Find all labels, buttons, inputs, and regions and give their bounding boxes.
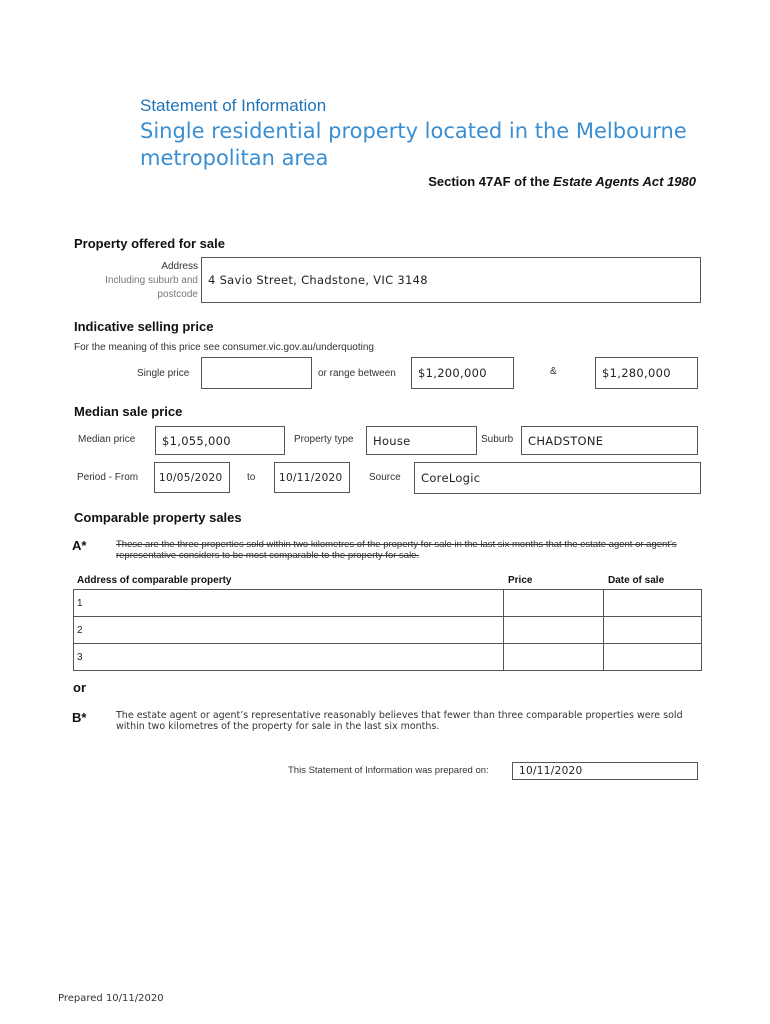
range-high-field[interactable]: $1,280,000 bbox=[595, 357, 698, 389]
comparable-address-cell[interactable]: 2 bbox=[74, 617, 504, 644]
period-from-label: Period - From bbox=[77, 472, 139, 483]
comparable-date-cell[interactable] bbox=[604, 644, 702, 671]
footer-prepared: Prepared 10/11/2020 bbox=[58, 993, 164, 1004]
comparable-address-cell[interactable]: 3 bbox=[74, 644, 504, 671]
address-field[interactable]: 4 Savio Street, Chadstone, VIC 3148 bbox=[201, 257, 701, 303]
source-field[interactable]: CoreLogic bbox=[414, 462, 701, 494]
median-price-field[interactable]: $1,055,000 bbox=[155, 426, 285, 455]
suburb-field[interactable]: CHADSTONE bbox=[521, 426, 698, 455]
document-title: Statement of Information bbox=[140, 96, 327, 115]
col-address-header: Address of comparable property bbox=[77, 575, 232, 586]
suburb-label: Suburb bbox=[481, 434, 514, 445]
comparable-date-cell[interactable] bbox=[604, 590, 702, 617]
document-subtitle: Single residential property located in the Melbourne metropolitan area bbox=[140, 119, 687, 170]
col-price-header: Price bbox=[508, 575, 533, 586]
comparable-date-cell[interactable] bbox=[604, 617, 702, 644]
to-label: to bbox=[247, 472, 256, 483]
period-to-field[interactable]: 10/11/2020 bbox=[274, 462, 350, 493]
source-label: Source bbox=[369, 472, 401, 483]
prepared-date-field[interactable]: 10/11/2020 bbox=[512, 762, 698, 780]
property-type-field[interactable]: House bbox=[366, 426, 477, 455]
indicative-note: For the meaning of this price see consumer.vic.gov.au/underquoting bbox=[74, 342, 374, 353]
single-price-label: Single price bbox=[137, 368, 190, 379]
section-reference: Section 47AF of the Estate Agents Act 1980 bbox=[428, 174, 696, 189]
option-b-text: The estate agent or agent’s representative reasonably believes that fewer than three comparable properties were sold within two kilometres of the property for sale in the last six months. bbox=[116, 710, 683, 732]
property-type-label: Property type bbox=[294, 434, 354, 445]
prepared-label: This Statement of Information was prepared on: bbox=[288, 765, 489, 776]
table-row bbox=[74, 590, 702, 617]
option-a-marker: A* bbox=[72, 538, 87, 553]
table-row bbox=[74, 617, 702, 644]
indicative-heading: Indicative selling price bbox=[74, 319, 214, 334]
comparable-address-cell[interactable]: 1 bbox=[74, 590, 504, 617]
comparable-table bbox=[73, 589, 702, 671]
range-low-field[interactable]: $1,200,000 bbox=[411, 357, 514, 389]
col-date-header: Date of sale bbox=[608, 575, 665, 586]
ampersand: & bbox=[550, 366, 557, 377]
single-price-field[interactable] bbox=[201, 357, 312, 389]
period-from-field[interactable]: 10/05/2020 bbox=[154, 462, 230, 493]
comparable-heading: Comparable property sales bbox=[74, 510, 242, 525]
median-heading: Median sale price bbox=[74, 404, 183, 419]
option-a-text: These are the three properties sold within two kilometres of the property for sale in the last six months that the estate agent or agent’s representative considers to be most comparable to the property for sale. bbox=[116, 539, 677, 561]
comparable-price-cell[interactable] bbox=[504, 644, 604, 671]
option-b-marker: B* bbox=[72, 710, 87, 725]
range-label: or range between bbox=[318, 368, 396, 379]
comparable-price-cell[interactable] bbox=[504, 590, 604, 617]
or-label: or bbox=[73, 680, 86, 695]
comparable-price-cell[interactable] bbox=[504, 617, 604, 644]
address-label: Address Including suburb and postcode bbox=[105, 261, 198, 300]
property-heading: Property offered for sale bbox=[74, 236, 225, 251]
table-row bbox=[74, 644, 702, 671]
median-price-label: Median price bbox=[78, 434, 136, 445]
